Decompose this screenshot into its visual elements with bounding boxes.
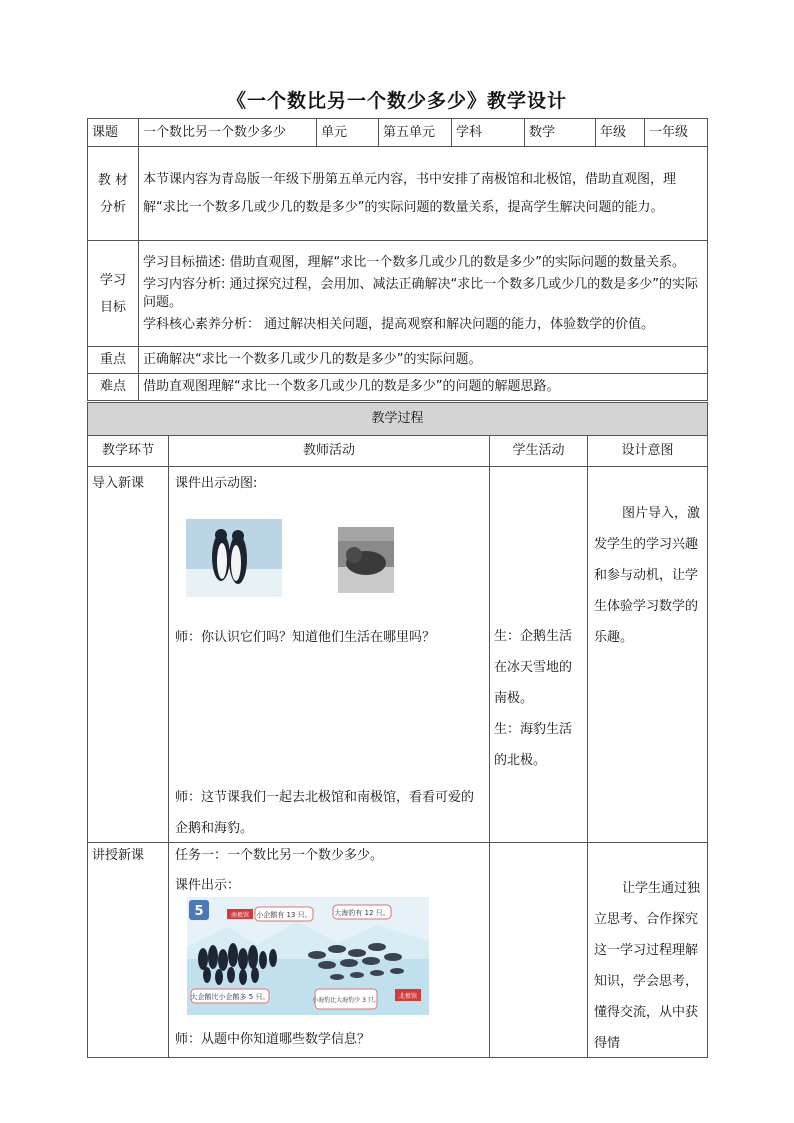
- teach-stage-label: 讲授新课: [92, 848, 145, 863]
- figure-bubble1: 小企鹅有 13 只。: [256, 911, 312, 919]
- difficulty-text: 借助直观图理解“求比一个数多几或少几的数是多少”的问题的解题思路。: [139, 374, 708, 401]
- teach-task-title: 任务一：一个数比另一个数少多少。: [175, 848, 384, 863]
- intro-student-activity: [490, 467, 588, 843]
- intro-teacher-line1: 课件出示动图:: [175, 476, 258, 491]
- figure-badge: 5: [194, 904, 204, 919]
- subject-value: 数学: [525, 119, 596, 147]
- goals-text: [139, 241, 708, 347]
- figure-bubble4: 小海豹比大海豹少 3 只。: [312, 997, 380, 1004]
- teach-intent-text: 让学生通过独立思考、合作探究这一学习过程理解知识，学会思考，懂得交流，从中获得情: [594, 881, 701, 1051]
- key-point-text: 正确解决“求比一个数多几或少几的数是多少”的实际问题。: [139, 347, 708, 374]
- col-student: 学生活动: [490, 436, 588, 467]
- difficulty-label: 难点: [88, 374, 139, 401]
- grade-value: 一年级: [645, 119, 708, 147]
- col-intent: 设计意图: [588, 436, 708, 467]
- teach-teacher-activity: [169, 843, 490, 1058]
- goal-core-literacy: 学科核心素养分析： 通过解决相关问题，提高观察和解决问题的能力，体验数学的价值。: [143, 316, 655, 332]
- figure-bubble2: 大海豹有 12 只。: [334, 909, 390, 917]
- intro-student-answer1: 生：企鹅生活在冰天雪地的南极。: [494, 629, 573, 706]
- document-title: 《一个数比另一个数少多少》教学设计: [226, 90, 567, 112]
- textbook-figure: [187, 897, 429, 1015]
- intro-teacher-activity: [169, 467, 490, 843]
- figure-sign2: 北极馆: [398, 993, 418, 1000]
- teach-student-activity: [490, 843, 588, 1058]
- teach-design-intent: [588, 843, 708, 1058]
- intro-teacher-closing: 师：这节课我们一起去北极馆和南极馆，看看可爱的企鹅和海豹。: [175, 790, 475, 836]
- analysis-text: 本节课内容为青岛版一年级下册第五单元内容，书中安排了南极馆和北极馆，借助直观图，理解“求比一个数多几或少几的数是多少”的实际问题的数量关系，提高学生解决问题的能力。: [139, 147, 708, 241]
- teach-courseware-label: 课件出示：: [175, 878, 241, 893]
- figure-sign: 南极馆: [230, 912, 250, 919]
- intro-teacher-question: 师：你认识它们吗？知道他们生活在哪里吗？: [175, 630, 436, 645]
- lesson-info-table: [87, 118, 708, 401]
- analysis-label: 教 材 分析: [88, 147, 139, 241]
- intro-student-answer2: 生：海豹生活的北极。: [494, 722, 573, 768]
- grade-label: 年级: [596, 119, 645, 147]
- intro-design-intent: [588, 467, 708, 843]
- intro-stage: [88, 467, 169, 843]
- topic-value: 一个数比另一个数少多少: [139, 119, 317, 147]
- intro-intent-text: 图片导入，激发学生的学习兴趣和参与动机，让学生体验学习数学的乐趣。: [594, 506, 701, 645]
- teach-stage: [88, 843, 169, 1058]
- goal-content-analysis: 学习内容分析: 通过探究过程，会用加、减法正确解决“求比一个数多几或少几的数是多少”的实际问题。: [143, 276, 698, 310]
- unit-label: 单元: [317, 119, 379, 147]
- intro-stage-label: 导入新课: [92, 476, 145, 491]
- goal-description: 学习目标描述: 借助直观图，理解“求比一个数多几或少几的数是多少”的实际问题的数量关系。: [143, 254, 685, 270]
- subject-label: 学科: [452, 119, 525, 147]
- unit-value: 第五单元: [379, 119, 452, 147]
- col-stage: 教学环节: [88, 436, 169, 467]
- teaching-process-table: [87, 402, 708, 1058]
- goals-label: 学习 目标: [88, 241, 139, 347]
- process-header: 教学过程: [88, 403, 708, 436]
- penguins-image: [186, 519, 282, 597]
- topic-label: 课题: [88, 119, 139, 147]
- teach-teacher-question: 师：从题中你知道哪些数学信息？: [175, 1032, 371, 1047]
- col-teacher: 教师活动: [169, 436, 490, 467]
- figure-bubble3: 大企鹅比小企鹅多 5 只。: [190, 993, 270, 1001]
- key-point-label: 重点: [88, 347, 139, 374]
- seal-image: [338, 527, 394, 593]
